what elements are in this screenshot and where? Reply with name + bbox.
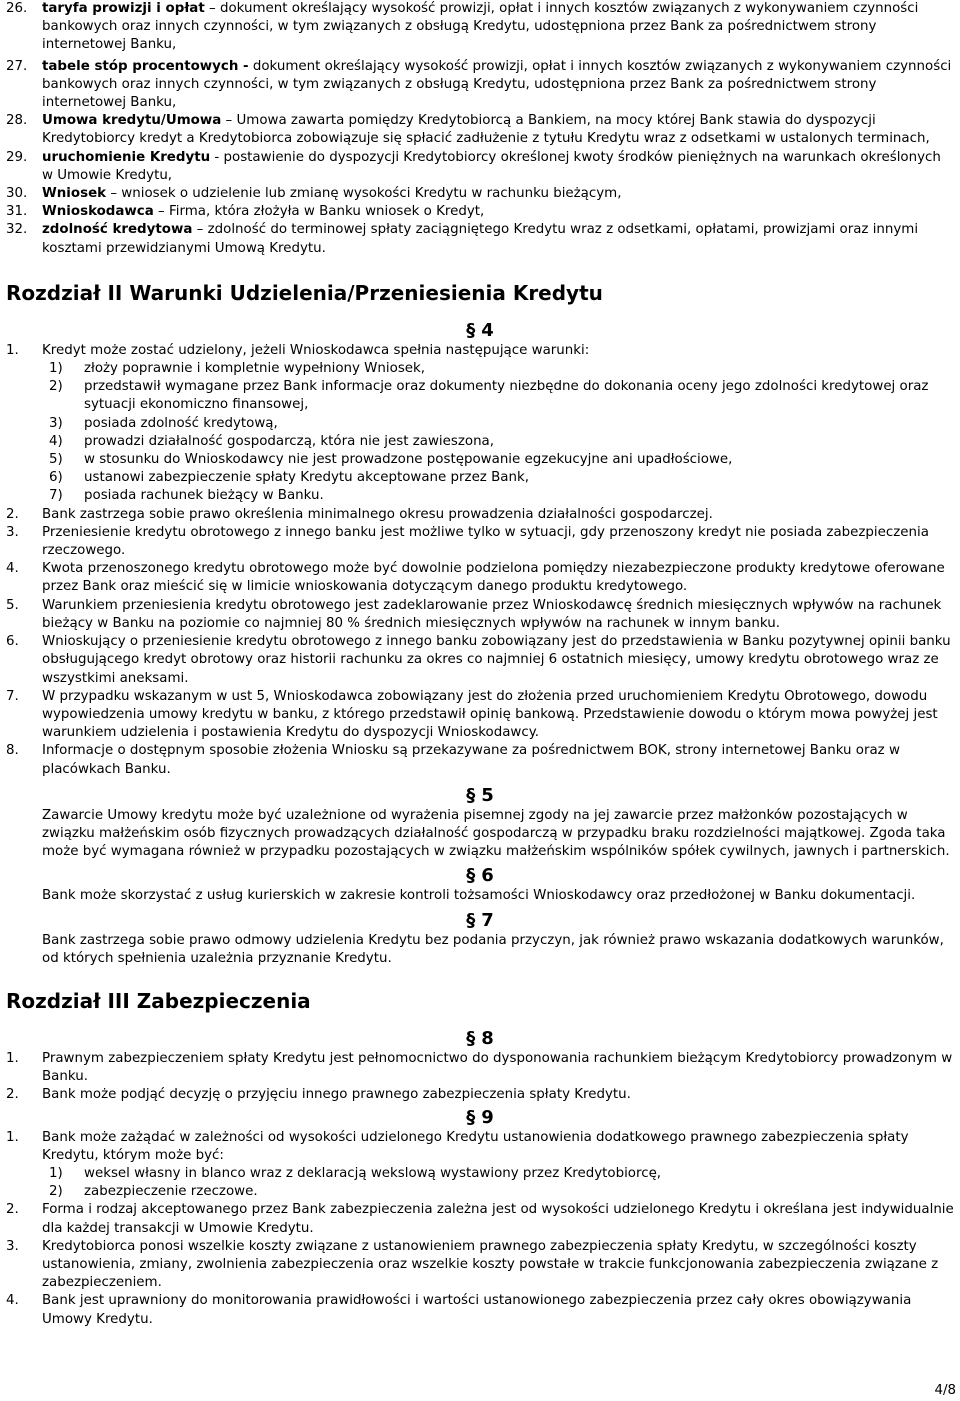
list-item: 2. Bank może podjąć decyzję o przyjęciu innego prawnego zabezpieczenia spłaty Kredytu. (6, 1087, 631, 1103)
paragraph-text: Bank zastrzega sobie prawo odmowy udzielenia Kredytu bez podania przyczyn, jak również prawo wskazania dodatkowych warunków, od których spełnienia uzależnia przyznanie Kredytu. (42, 932, 944, 966)
definition-item: 32. zdolność kredytowa – zdolność do terminowej spłaty zaciągniętego Kredytu wraz z odsetkami, opłatami, prowizjami oraz innymi kosztami przewidzianymi Umową Kredytu. (6, 222, 919, 256)
definition-text: zdolność do terminowej spłaty zaciągniętego Kredytu wraz z odsetkami, opłatami, prowizjami oraz innymi kosztami przewidzianymi Umową Kredytu. (42, 222, 919, 256)
page-number: 4/8 (934, 1383, 956, 1398)
definition-term: tabele stóp procentowych - (42, 58, 249, 74)
sub-item: 1) weksel własny in blanco wraz z deklaracją wekslową wystawiony przez Kredytobiorcę, (49, 1165, 662, 1181)
definition-item: 30. Wniosek – wniosek o udzielenie lub zmianę wysokości Kredytu w rachunku bieżącym, (6, 186, 622, 202)
paragraph-sign: § (466, 319, 476, 341)
list-item: 1. Kredyt może zostać udzielony, jeżeli Wnioskodawca spełnia następujące warunki: (6, 342, 590, 358)
definition-item: 28. Umowa kredytu/Umowa – Umowa zawarta pomiędzy Kredytobiorcą a Bankiem, na mocy której Bank stawia do dyspozycji Kredytobiorcy kredyt a Kredytobiorca zobowiązuje się spłacić zadłużenie z tytułu Kredytu wraz z odsetkami w ustalonych terminach, (6, 113, 930, 147)
list-item: 8. Informacje o dostępnym sposobie złożenia Wniosku są przekazywane za pośrednictwem BOK, strony internetowej Banku oraz w placówkach Banku. (6, 743, 900, 777)
list-item: 6. Wnioskujący o przeniesienie kredytu obrotowego z innego banku zobowiązany jest do przedstawienia w Banku pozytywnej opinii banku obsługującego kredyt obrotowy oraz historii rachunku za okres co najmniej 6 ostatnich miesięcy, umowy kredytu obrotowego wraz ze wszystkimi aneksami. (6, 634, 951, 686)
section-heading: § 5 (466, 784, 494, 806)
sub-item: 6) ustanowi zabezpieczenie spłaty Kredytu akceptowane przez Bank, (49, 470, 529, 486)
sub-item: 2) przedstawił wymagane przez Bank informacje oraz dokumenty niezbędne do dokonania oceny jego zdolności kredytowej oraz sytuacji ekonomiczno finansowej, (49, 379, 929, 413)
sub-item: 7) posiada rachunek bieżący w Banku. (49, 488, 324, 504)
definition-item: 29. uruchomienie Kredytu - postawienie do dyspozycji Kredytobiorcy określonej kwoty środków pieniężnych na warunkach określonych w Umowie Kredytu, (6, 149, 941, 183)
definition-text: Firma, która złożyła w Banku wniosek o Kredyt, (169, 204, 485, 220)
definition-item: 27. tabele stóp procentowych - dokument określający wysokość prowizji, opłat i innych kosztów związanych z wykonywaniem czynności bankowych oraz innych czynności, w tym związanych z obsługą Kredytu, udostępniona przez Bank za pośrednictwem strony internetowej Banku, (6, 58, 952, 111)
list-item: 4. Kwota przenoszonego kredytu obrotowego może być dowolnie podzielona pomiędzy niezabezpieczone produkty kredytowe oferowane przez Bank oraz mieścić się w limicie wnioskowania dotyczącym danego produktu kredytowego. (6, 561, 945, 595)
paragraph-text: Bank może skorzystać z usług kurierskich w zakresie kontroli tożsamości Wnioskodawcy oraz przedłożonej w Banku dokumentacji. (42, 888, 916, 904)
list-item: 1. Bank może zażądać w zależności od wysokości udzielonego Kredytu ustanowienia dodatkowego prawnego zabezpieczenia spłaty Kredytu, którym może być: (6, 1129, 909, 1163)
definition-text: postawienie do dyspozycji Kredytobiorcy określonej kwoty środków pieniężnych na warunkach określonych w Umowie Kredytu, (42, 149, 941, 183)
definition-text: Umowa zawarta pomiędzy Kredytobiorcą a Bankiem, na mocy której Bank stawia do dyspozycji Kredytobiorcy kredyt a Kredytobiorca zobowiązuje się spłacić zadłużenie z tytułu Kredytu wraz z odsetkami w ustalonych terminach, (42, 113, 930, 147)
definition-term: Umowa kredytu/Umowa (42, 113, 222, 129)
definition-term: taryfa prowizji i opłat (42, 1, 205, 16)
definition-term: zdolność kredytowa (42, 222, 193, 238)
sub-item: 2) zabezpieczenie rzeczowe. (49, 1184, 258, 1200)
definition-text: wniosek o udzielenie lub zmianę wysokości Kredytu w rachunku bieżącym, (121, 186, 622, 202)
sub-item: 4) prowadzi działalność gospodarczą, która nie jest zawieszona, (49, 433, 495, 449)
list-item: 7. W przypadku wskazanym w ust 5, Wnioskodawca zobowiązany jest do złożenia przed uruchomieniem Kredytu Obrotowego, dowodu wypowiedzenia umowy kredytu w banku, z którego przedstawił opinię bankową. Przedstawienie dowodu o którym mowa powyżej jest warunkiem udzielenia i postawienia Kredytu do dyspozycji Wnioskodawcy. (6, 688, 938, 741)
list-item: 2. Bank zastrzega sobie prawo określenia minimalnego okresu prowadzenia działalności gospodarczej. (6, 506, 713, 522)
sub-item: 1) złoży poprawnie i kompletnie wypełniony Wniosek, (49, 361, 426, 377)
list-item: 3. Kredytobiorca ponosi wszelkie koszty związane z ustanowieniem prawnego zabezpieczenia spłaty Kredytu, w szczególności koszty ustanowienia, zmiany, zwolnienia zabezpieczenia oraz wszelkie koszty powstałe w trakcie funkcjonowania zabezpieczenia związane z zabezpieczeniem. (6, 1238, 939, 1291)
list-item: 5. Warunkiem przeniesienia kredytu obrotowego jest zadeklarowanie przez Wnioskodawcę średnich miesięcznych wpływów na rachunek bieżący w Banku na poziomie co najmniej 80 % średnich miesięcznych wpływów na rachunek w innym banku. (6, 597, 942, 631)
definition-term: Wnioskodawca (42, 204, 154, 220)
sub-item: 5) w stosunku do Wnioskodawcy nie jest prowadzone postępowanie egzekucyjne ani upadłościowe, (49, 452, 733, 468)
section-heading: § 8 (466, 1027, 494, 1049)
definition-term: uruchomienie Kredytu (42, 149, 211, 165)
list-item: 1. Prawnym zabezpieczeniem spłaty Kredytu jest pełnomocnictwo do dysponowania rachunkiem bieżącym Kredytobiorcy prowadzonym w Banku. (6, 1050, 953, 1085)
definition-term: Wniosek (42, 186, 107, 202)
sub-item: 3) posiada zdolność kredytową, (49, 415, 278, 431)
section-heading: § 6 (466, 865, 494, 887)
paragraph-text: Zawarcie Umowy kredytu może być uzależnione od wyrażenia pisemnej zgody na jej zawarcie przez małżonków pozostających w związku małżeńskim osób fizycznych prowadzących działalność gospodarczą w przypadku braku rozdzielności majątkowej. Zgoda taka może być wymagana również w przypadku pozostających w związku małżeńskim wspólników spółek cywilnych, jawnych i partnerskich. (42, 807, 950, 860)
section-heading: § 9 (466, 1106, 494, 1128)
paragraph-sign: § (466, 1106, 476, 1128)
list-item: 3. Przeniesienie kredytu obrotowego z innego banku jest możliwe tylko w sytuacji, gdy przenoszony kredyt nie posiada zabezpieczenia rzeczowego. (6, 524, 929, 559)
definition-text: dokument określający wysokość prowizji, opłat i innych kosztów związanych z wykonywaniem czynności bankowych oraz innych czynności, w tym związanych z obsługą Kredytu, udostępniona przez Bank za pośrednictwem strony internetowej Banku, (42, 1, 919, 53)
chapter-title: Rozdział III Zabezpieczenia (6, 988, 311, 1013)
definition-text: dokument określający wysokość prowizji, opłat i innych kosztów związanych z wykonywaniem czynności bankowych oraz innych czynności, w tym związanych z obsługą Kredytu, udostępniona przez Bank za pośrednictwem strony internetowej Banku, (42, 58, 952, 111)
definition-item: 26. taryfa prowizji i opłat – dokument określający wysokość prowizji, opłat i innych kosztów związanych z wykonywaniem czynności bankowych oraz innych czynności, w tym związanych z obsługą Kredytu, udostępniona przez Bank za pośrednictwem strony internetowej Banku, (6, 1, 919, 53)
definition-item: 31. Wnioskodawca – Firma, która złożyła w Banku wniosek o Kredyt, (6, 204, 485, 220)
section-heading: § 4 (466, 319, 494, 341)
section-heading: § 7 (466, 909, 494, 931)
paragraph-sign: § (466, 784, 476, 806)
paragraph-sign: § (466, 909, 476, 931)
list-item: 2. Forma i rodzaj akceptowanego przez Bank zabezpieczenia zależna jest od wysokości udzielonego Kredytu i określana jest indywidualnie dla każdej transakcji w Umowie Kredytu. (6, 1202, 954, 1236)
chapter-title: Rozdział II Warunki Udzielenia/Przeniesienia Kredytu (6, 280, 603, 305)
paragraph-sign: § (466, 1027, 476, 1049)
list-item: 4. Bank jest uprawniony do monitorowania prawidłowości i wartości ustanowionego zabezpieczenia przez cały okres obowiązywania Umowy Kredytu. (6, 1293, 912, 1327)
paragraph-sign: § (466, 865, 476, 887)
